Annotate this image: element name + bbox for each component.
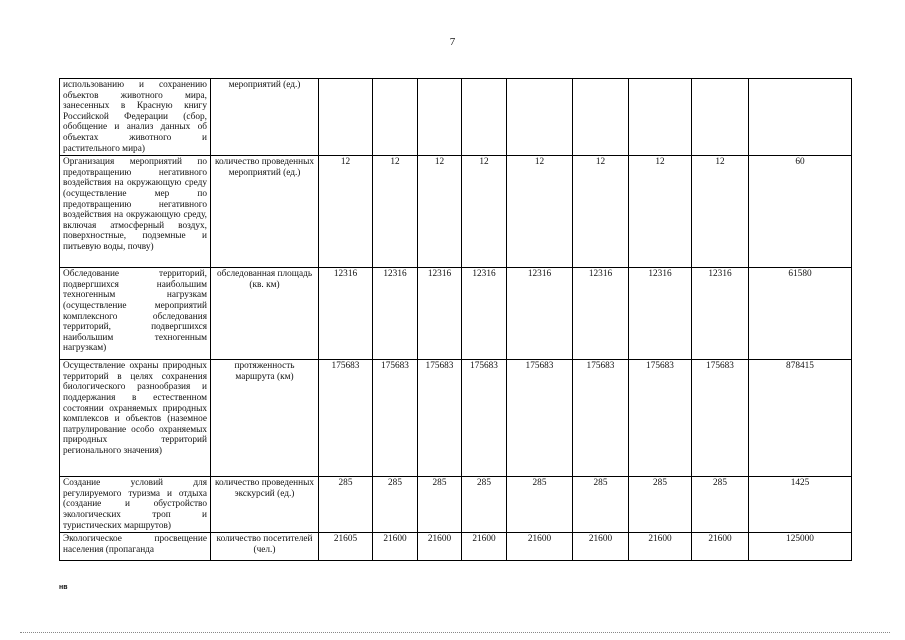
row-unit-cell: мероприятий (ед.) (211, 79, 319, 156)
row-unit-cell: количество проведенных экскурсий (ед.) (211, 477, 319, 533)
year-value-cell: 12 (692, 156, 749, 268)
row-total-cell: 125000 (749, 533, 852, 561)
year-value-cell: 12 (319, 156, 373, 268)
row-unit-cell: обследованная площадь (кв. км) (211, 268, 319, 360)
table-body (60, 79, 852, 561)
year-value-cell (692, 79, 749, 156)
table-row (60, 268, 852, 360)
year-value-cell: 12316 (507, 268, 573, 360)
data-table (59, 78, 852, 561)
table-row (60, 79, 852, 156)
year-value-cell: 21600 (462, 533, 507, 561)
year-value-cell: 12 (507, 156, 573, 268)
row-total-cell: 61580 (749, 268, 852, 360)
year-value-cell: 175683 (692, 360, 749, 477)
year-value-cell (418, 79, 462, 156)
year-value-cell: 21600 (629, 533, 692, 561)
year-value-cell: 285 (573, 477, 629, 533)
table-row (60, 156, 852, 268)
year-value-cell: 21600 (373, 533, 418, 561)
year-value-cell: 12 (573, 156, 629, 268)
year-value-cell: 12316 (573, 268, 629, 360)
year-value-cell: 12316 (418, 268, 462, 360)
year-value-cell: 12316 (319, 268, 373, 360)
year-value-cell: 12 (629, 156, 692, 268)
row-name-cell: Обследование территорий, подвергшихся наибольшим техногенным нагрузкам (осуществление мероприятий комплексного обследования территорий, подвергшихся наибольшим техногенным нагрузкам) (60, 268, 211, 360)
year-value-cell (507, 79, 573, 156)
year-value-cell (629, 79, 692, 156)
year-value-cell: 21605 (319, 533, 373, 561)
row-unit-cell: протяженность маршрута (км) (211, 360, 319, 477)
year-value-cell: 12 (373, 156, 418, 268)
row-total-cell: 878415 (749, 360, 852, 477)
year-value-cell: 175683 (573, 360, 629, 477)
year-value-cell: 285 (692, 477, 749, 533)
row-total-cell: 1425 (749, 477, 852, 533)
year-value-cell: 21600 (507, 533, 573, 561)
row-name-cell: Организация мероприятий по предотвращению негативного воздействия на окружающую среду (осуществление мер по предотвращению негативного воздействия на окружающую среду, включая атмосферный воздух, поверхностные, подземные и питьевую воды, почву) (60, 156, 211, 268)
footer-note: нв (59, 584, 68, 591)
row-name-cell: Создание условий для регулируемого туризма и отдыха (создание и обустройство экологических троп и туристических маршрутов) (60, 477, 211, 533)
year-value-cell (462, 79, 507, 156)
row-name-cell: Осуществление охраны природных территорий в целях сохранения биологического разнообразия и поддержания в естественном состоянии охраняемых природных комплексов и объектов (наземное патрулирование особо охраняемых природных территорий регионального значения) (60, 360, 211, 477)
year-value-cell (319, 79, 373, 156)
year-value-cell: 21600 (418, 533, 462, 561)
year-value-cell: 285 (507, 477, 573, 533)
row-total-cell (749, 79, 852, 156)
year-value-cell: 12 (462, 156, 507, 268)
year-value-cell: 12316 (373, 268, 418, 360)
year-value-cell: 175683 (373, 360, 418, 477)
table-row (60, 360, 852, 477)
year-value-cell: 21600 (692, 533, 749, 561)
row-total-cell: 60 (749, 156, 852, 268)
year-value-cell: 175683 (319, 360, 373, 477)
year-value-cell: 285 (373, 477, 418, 533)
year-value-cell: 285 (319, 477, 373, 533)
year-value-cell (573, 79, 629, 156)
row-unit-cell: количество проведенных мероприятий (ед.) (211, 156, 319, 268)
row-name-cell: использованию и сохранению объектов животного мира, занесенных в Красную книгу Российской Федерации (сбор, обобщение и анализ данных об объектах животного и растительного мира) (60, 79, 211, 156)
year-value-cell: 285 (462, 477, 507, 533)
page-number: 7 (449, 36, 456, 48)
year-value-cell: 12316 (629, 268, 692, 360)
year-value-cell: 175683 (507, 360, 573, 477)
year-value-cell: 12316 (692, 268, 749, 360)
row-name-cell: Экологическое просвещение населения (пропаганда (60, 533, 211, 561)
year-value-cell: 175683 (462, 360, 507, 477)
year-value-cell: 175683 (418, 360, 462, 477)
year-value-cell: 175683 (629, 360, 692, 477)
scan-edge-line (20, 632, 890, 633)
table-row (60, 533, 852, 561)
year-value-cell: 285 (418, 477, 462, 533)
year-value-cell: 285 (629, 477, 692, 533)
year-value-cell: 21600 (573, 533, 629, 561)
year-value-cell: 12 (418, 156, 462, 268)
year-value-cell: 12316 (462, 268, 507, 360)
row-unit-cell: количество посетителей (чел.) (211, 533, 319, 561)
year-value-cell (373, 79, 418, 156)
table-row (60, 477, 852, 533)
